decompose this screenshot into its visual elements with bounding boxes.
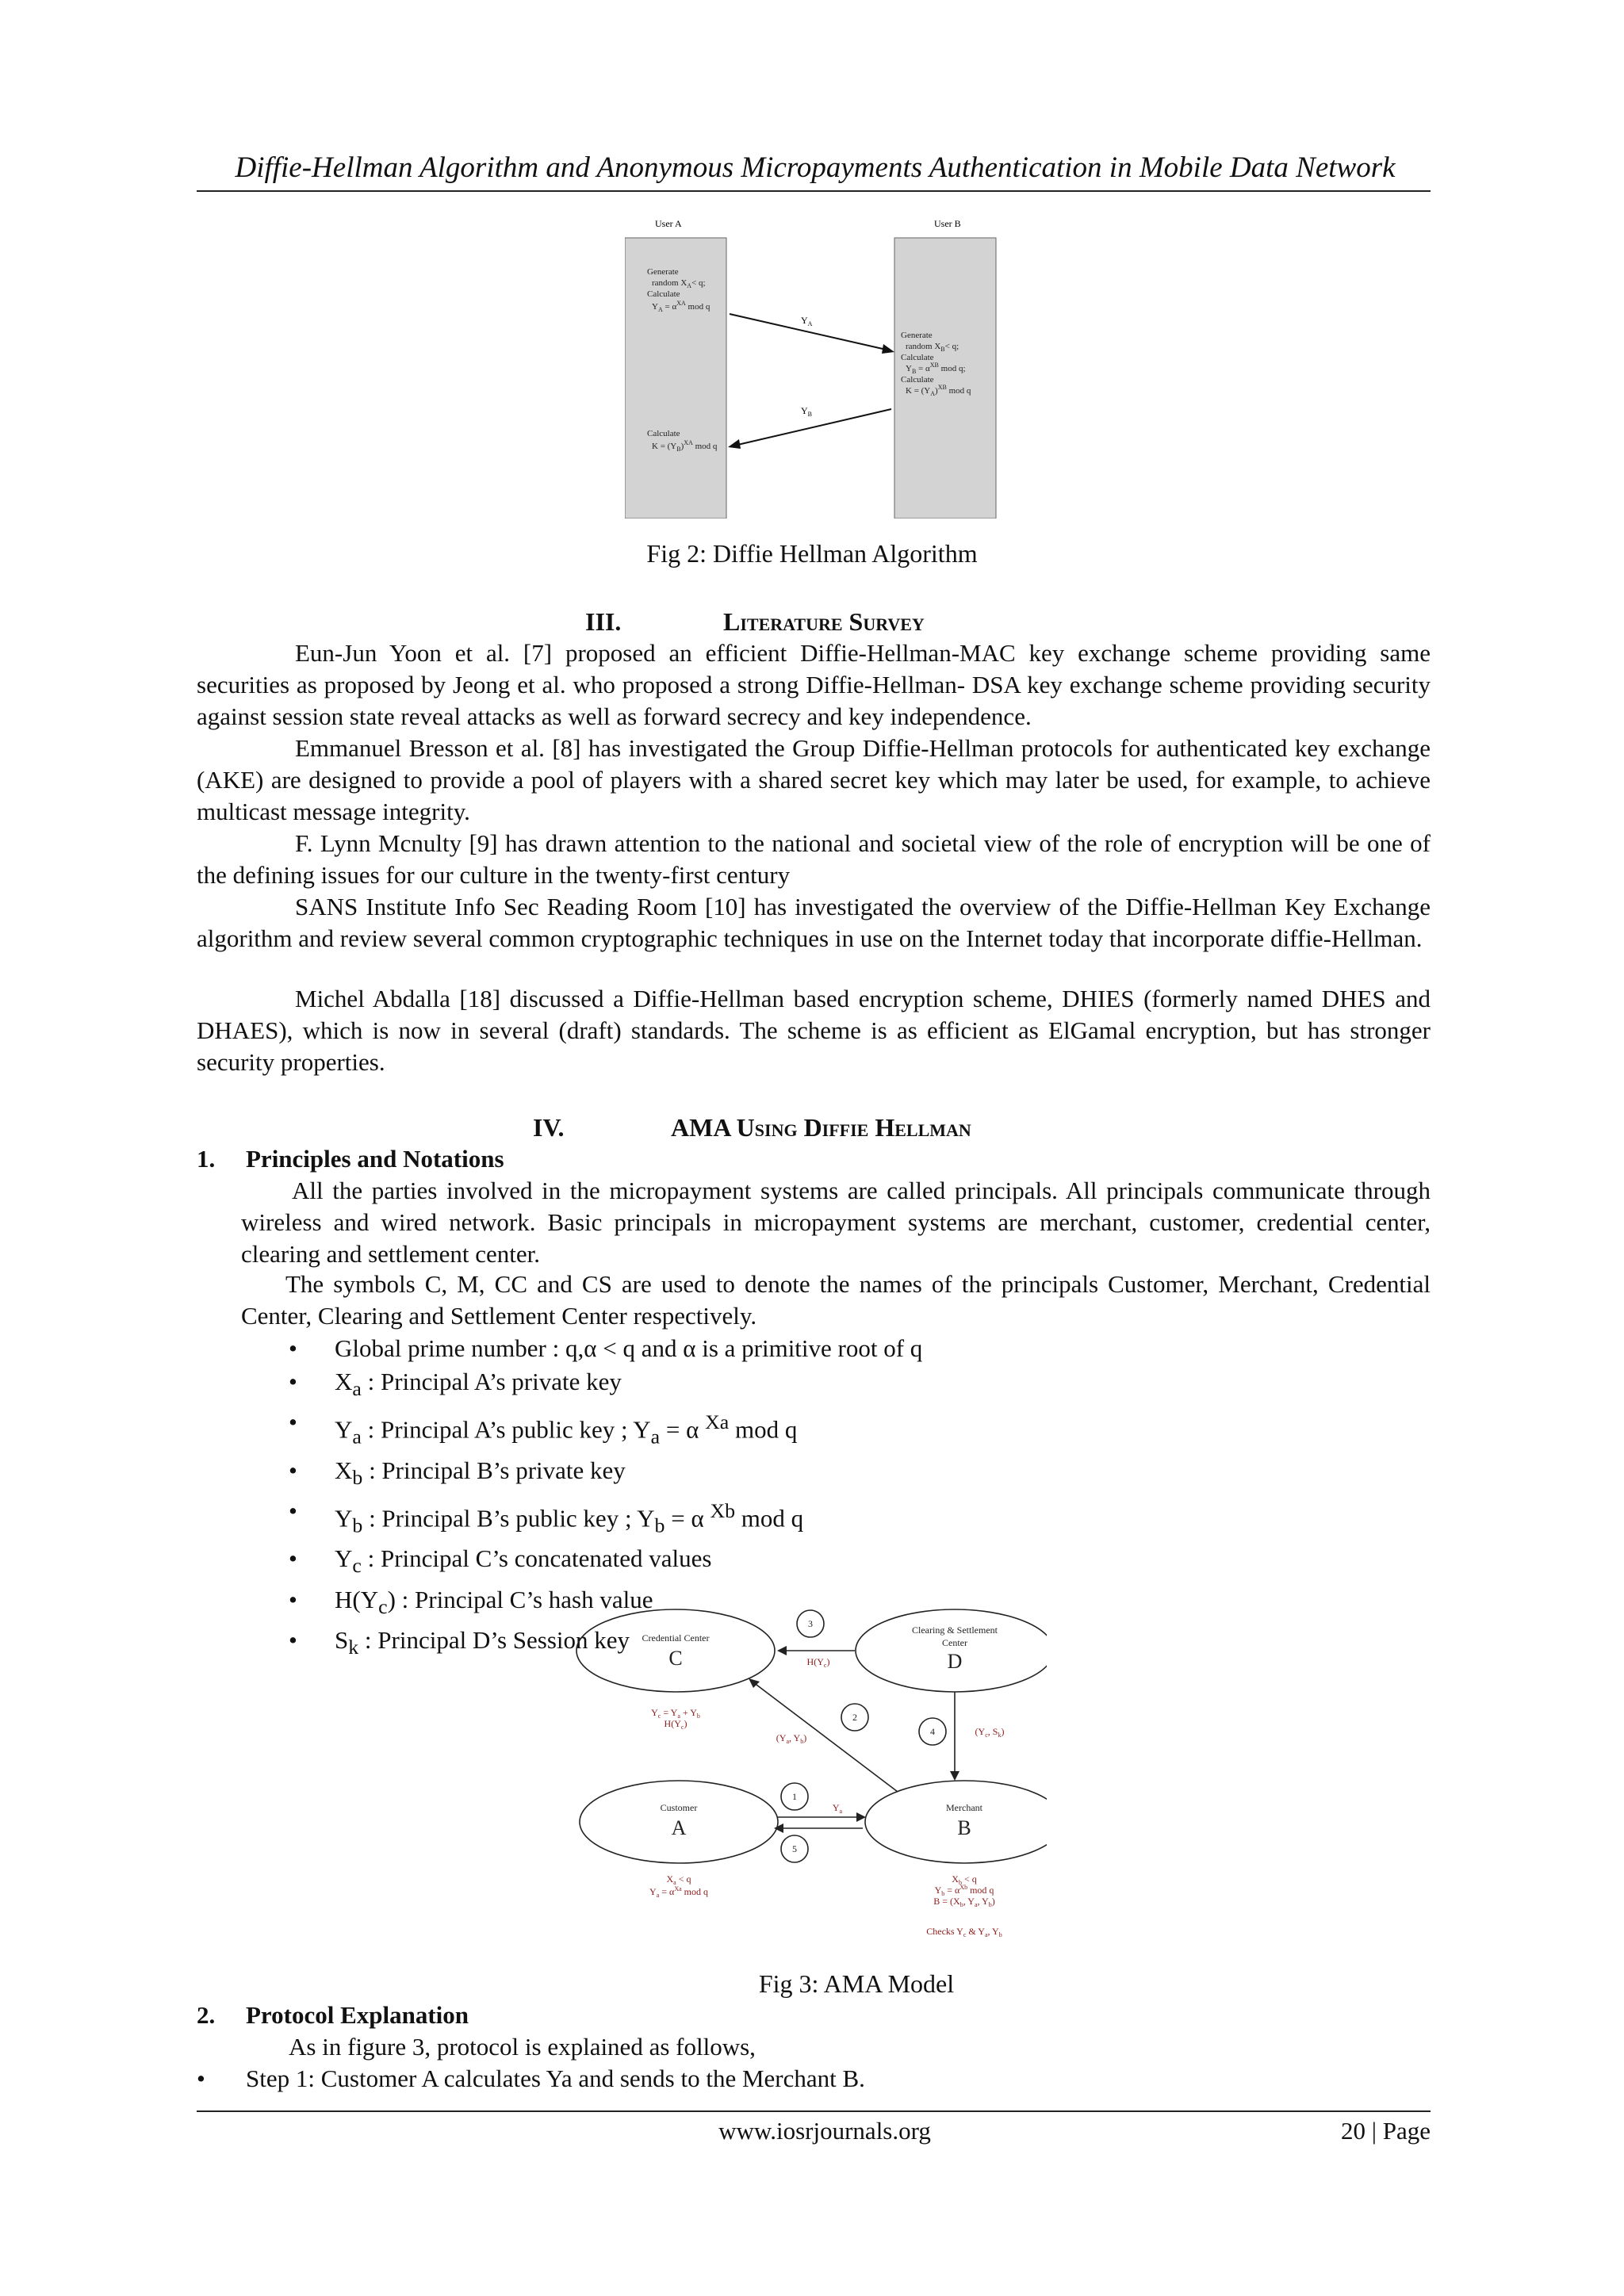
footer-rule: [197, 2110, 1431, 2112]
node-b-letter: B: [957, 1816, 971, 1839]
ama-model-figure: [571, 1601, 1047, 1950]
node-merchant: [865, 1781, 1047, 1863]
c-note-hash: $H(Y_c)$: [664, 1718, 688, 1731]
msg-step-2: ($Y_a$, $Y_b$): [776, 1732, 807, 1745]
node-c-letter: C: [668, 1647, 683, 1670]
lit-paragraph-1: Eun-Jun Yoon et al. [7] proposed an efficient Diffie-Hellman-MAC key exchange scheme providing same securities as proposed by Jeong et al. who proposed a strong Diffie-Hellman- DSA key exchange scheme providing security against session state reveal attacks as well as forward secrecy and key independence.: [197, 639, 1431, 730]
protocol-steps: [197, 2063, 1386, 2095]
subsection-1-number: 1.: [197, 1145, 216, 1173]
header-rule: [197, 190, 1431, 192]
notation-item: • $S_k$ : Principal D’s Session key: [289, 1624, 1320, 1664]
notation-item: • $H(Y_c)$ : Principal C’s hash value: [289, 1583, 1320, 1624]
fig2-label-ya: $Y_A$: [801, 315, 813, 327]
protocol-step: • Step 1: Customer A calculates Ya and sends to the Merchant B.: [197, 2063, 1386, 2095]
node-a-letter: A: [671, 1816, 687, 1839]
section-4-title: AMA Using Diffie Hellman: [671, 1113, 971, 1142]
node-c-label: Credential Center: [642, 1632, 710, 1644]
fig2-a-line: $K = (Y_B)^{XA}$ mod q: [652, 439, 718, 453]
fig3-caption: Fig 3: AMA Model: [758, 1969, 955, 1998]
section-3-number: III.: [585, 607, 622, 636]
principles-paragraph-2: The symbols C, M, CC and CS are used to denote the names of the principals Customer, Merchant, Credential Center, Clearing and Settlement Center respectively.: [241, 1270, 1431, 1330]
footer-page-number: 20 | Page: [1341, 2117, 1431, 2145]
node-d-letter: D: [947, 1650, 963, 1673]
subsection-1-heading: [197, 1143, 504, 1175]
node-a-label: Customer: [660, 1802, 698, 1813]
running-header: Diffie-Hellman Algorithm and Anonymous Micropayments Authentication in Mobile Data Network: [235, 151, 1396, 184]
notation-item: • Global prime number : q,α < q and α is a primitive root of q: [289, 1332, 1320, 1365]
fig2-user-a-label: User A: [655, 218, 682, 229]
section-4-number: IV.: [533, 1113, 565, 1142]
fig2-user-b-label: User B: [934, 218, 961, 229]
b-note-xb: $X_b < q$: [952, 1873, 977, 1886]
node-b-label: Merchant: [946, 1802, 982, 1813]
principles-paragraph-1: All the parties involved in the micropayment systems are called principals. All principals communicate through wireless and wired network. Basic principals in micropayment systems are merchant, customer, credential center, clearing and settlement center.: [241, 1177, 1431, 1268]
lit-paragraph-2: Emmanuel Bresson et al. [8] has investigated the Group Diffie-Hellman protocols for authenticated key exchange (AKE) are designed to provide a pool of players with a shared secret key which may later be used, for example, to achieve multicast message integrity.: [197, 734, 1431, 825]
lit-paragraph-4: SANS Institute Info Sec Reading Room [10] has investigated the overview of the Diffie-Hellman Key Exchange algorithm and review several common cryptographic techniques in use on the Internet today that incorporate diffie-Hellman.: [197, 893, 1431, 952]
subsection-1-title: Principles and Notations: [246, 1145, 504, 1173]
subsection-2-title: Protocol Explanation: [246, 2001, 469, 2029]
fig2-caption: Fig 2: Diffie Hellman Algorithm: [646, 539, 978, 568]
footer-url: www.iosrjournals.org: [718, 2117, 931, 2145]
fig2-a-line: $Y_A = \alpha^{XA}$ mod q: [652, 300, 710, 313]
notation-item: • $Y_c$ : Principal C’s concatenated values: [289, 1542, 1320, 1582]
b-note-tuple: $B = (X_b$, $Y_a$, $Y_b$): [933, 1896, 995, 1908]
protocol-intro: As in figure 3, protocol is explained as follows,: [289, 2033, 756, 2061]
b-note-checks: Checks $Y_c$ & $Y_a$, $Y_b$: [926, 1926, 1002, 1938]
fig2-label-yb: $Y_B$: [801, 405, 813, 418]
fig2-b-line: Calculate: [901, 353, 934, 362]
msg-step-1: $Y_a$: [832, 1802, 843, 1815]
lit-paragraph-5: Michel Abdalla [18] discussed a Diffie-Hellman based encryption scheme, DHIES (formerly named DHES and DHAES), which is now in several (draft) standards. The scheme is as efficient as ElGamal encryption, but has stronger security properties.: [197, 985, 1431, 1076]
fig2-a-line: Generate: [647, 267, 679, 277]
step-5-number: 5: [792, 1843, 797, 1854]
a-note-xa: $X_a < q$: [666, 1873, 691, 1886]
fig2-b-line: random $X_B< q$;: [906, 342, 959, 353]
fig2-a-line: Calculate: [647, 429, 680, 438]
a-note-ya: $Y_a = \alpha^{Xa}$ mod q: [649, 1885, 708, 1899]
c-note-yc: $Y_c = Y_a + Y_b$: [651, 1707, 700, 1720]
step-2-number: 2: [852, 1712, 857, 1723]
msg-step-4: ($Y_c$, $S_k$): [975, 1726, 1005, 1739]
section-4-heading: [197, 1112, 1431, 1143]
diffie-hellman-figure: [625, 212, 998, 519]
section-3-heading: [197, 606, 1431, 637]
notation-item: • $X_b$ : Principal B’s private key: [289, 1454, 1320, 1494]
section-3-title: Literature Survey: [723, 607, 925, 636]
fig2-b-line: $K = (Y_A)^{XB}$ mod q: [906, 384, 971, 397]
notation-item: • $X_a$ : Principal A’s private key: [289, 1365, 1320, 1406]
arrow-b-to-c: [753, 1682, 898, 1792]
fig2-b-line: Generate: [901, 331, 933, 340]
step-4-number: 4: [930, 1726, 935, 1737]
fig2-b-line: $Y_B = \alpha^{XB}$ mod q;: [906, 362, 966, 375]
step-3-number: 3: [808, 1618, 813, 1629]
b-note-yb: $Y_b = \alpha^{Xb}$ mod q: [934, 1884, 994, 1897]
fig2-a-line: Calculate: [647, 289, 680, 299]
step-1-number: 1: [792, 1791, 797, 1802]
msg-step-3: $H(Y_c)$: [806, 1656, 830, 1669]
subsection-2-number: 2.: [197, 2001, 216, 2029]
node-d-label: Center: [942, 1637, 967, 1648]
fig2-b-line: Calculate: [901, 375, 934, 385]
notation-item: • $Y_a$ : Principal A’s public key ; $Y_a = \alpha$ $^{Xa}$ mod q: [289, 1406, 1320, 1454]
subsection-2-heading: [197, 1999, 469, 2031]
lit-paragraph-3: F. Lynn Mcnulty [9] has drawn attention to the national and societal view of the role of encryption will be one of the defining issues for our culture in the twenty-first century: [197, 829, 1431, 889]
node-d-label: Clearing & Settlement: [912, 1624, 998, 1636]
fig2-a-line: random $X_A< q$;: [652, 278, 706, 289]
notation-item: • $Y_b$ : Principal B’s public key ; $Y_b = \alpha$ $^{Xb}$ mod q: [289, 1494, 1320, 1543]
